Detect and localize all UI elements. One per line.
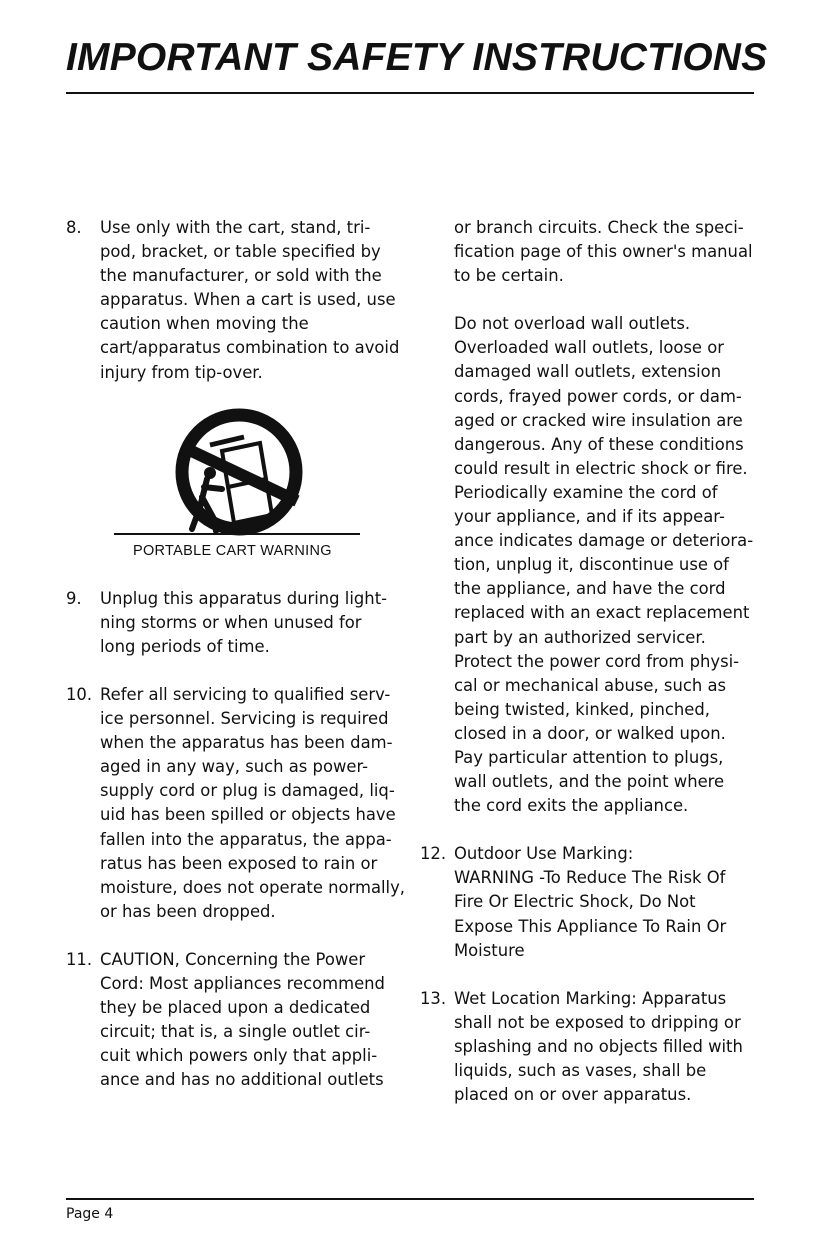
text-line: Periodically examine the cord of [454,482,718,502]
text-line: moisture, does not operate normally, [100,877,406,897]
text-line: the cord exits the appliance. [454,796,689,816]
instruction-item-11 [66,948,411,1093]
text-line: ratus has been exposed to rain or [100,853,378,873]
portable-cart-warning-figure [66,407,411,587]
text-line: could result in electric shock or fire. [454,458,748,478]
text-line: Moisture [454,940,525,960]
header-rule [66,92,754,94]
text-line: Do not overload wall outlets. [454,314,691,334]
item-number: 10. [66,684,93,704]
text-line: Wet Location Marking: Apparatus [454,988,727,1008]
text-line: Unplug this apparatus during light- [100,588,388,608]
text-line: to be certain. [454,266,564,286]
text-line: Cord: Most appliances recommend [100,973,385,993]
text-line: cal or mechanical abuse, such as [454,675,727,695]
text-line: fallen into the apparatus, the appa- [100,829,392,849]
item-number: 9. [66,588,82,608]
instruction-item-11-paragraph [420,312,765,818]
instruction-item-10 [66,683,411,924]
instruction-item-11-continued [420,216,765,288]
item-number: 8. [66,218,82,237]
text-line: wall outlets, and the point where [454,772,725,792]
text-line: replaced with an exact replacement [454,603,750,623]
text-line: uid has been spilled or objects have [100,805,396,825]
text-line: ning storms or when unused for [100,612,362,632]
text-line: CAUTION, Concerning the Power [100,949,366,969]
text-line: being twisted, kinked, pinched, [454,699,710,719]
right-column [420,216,765,1107]
page-title: IMPORTANT SAFETY INSTRUCTIONS [66,36,768,79]
text-line: Pay particular attention to plugs, [454,747,724,767]
text-line: when the apparatus has been dam- [100,733,393,753]
instruction-item-12 [420,842,765,962]
text-line: Expose This Appliance To Rain Or [454,916,727,936]
text-line: ance indicates damage or deteriora- [454,531,754,551]
text-line: part by an authorized servicer. [454,627,706,647]
text-line: pod, bracket, or table specified by [100,242,381,262]
text-line: cords, frayed power cords, or dam- [454,386,742,406]
figure-caption: PORTABLE CART WARNING [133,542,332,559]
text-line: WARNING -To Reduce The Risk Of [454,868,726,888]
item-number: 11. [66,949,93,969]
text-line: long periods of time. [100,636,270,656]
page-number: Page 4 [66,1206,114,1222]
text-line: injury from tip-over. [100,362,263,382]
text-line: cart/apparatus combination to avoid [100,338,400,358]
instruction-item-8 [66,216,411,385]
text-line: Overloaded wall outlets, loose or [454,338,724,358]
text-line: tion, unplug it, discontinue use of [454,555,729,575]
text-line: Fire Or Electric Shock, Do Not [454,892,696,912]
text-line: ice personnel. Servicing is required [100,709,389,729]
item-number: 12. [420,844,447,864]
text-line: shall not be exposed to dripping or [454,1012,741,1032]
text-line: Protect the power cord from physi- [454,651,740,671]
text-line: Refer all servicing to qualified serv- [100,684,391,704]
text-line: aged or cracked wire insulation are [454,410,743,430]
text-line: or branch circuits. Check the speci- [454,218,744,237]
instruction-item-9 [66,587,411,659]
text-line: your appliance, and if its appear- [454,507,725,527]
text-line: or has been dropped. [100,901,276,921]
no-tipping-cart-icon [114,407,364,537]
text-line: the appliance, and have the cord [454,579,726,599]
text-line: apparatus. When a cart is used, use [100,290,396,310]
text-line: the manufacturer, or sold with the [100,266,382,286]
text-line: dangerous. Any of these conditions [454,434,744,454]
text-line: Outdoor Use Marking: [454,844,634,864]
text-line: placed on or over apparatus. [454,1085,692,1105]
text-line: they be placed upon a dedicated [100,998,371,1018]
text-line: circuit; that is, a single outlet cir- [100,1022,371,1042]
item-number: 13. [420,988,447,1008]
text-line: damaged wall outlets, extension [454,362,722,382]
text-line: fication page of this owner's manual [454,242,753,262]
text-line: aged in any way, such as power- [100,757,369,777]
footer-rule [66,1198,754,1200]
text-line: cuit which powers only that appli- [100,1046,378,1066]
text-line: closed in a door, or walked upon. [454,723,726,743]
text-line: Use only with the cart, stand, tri- [100,218,371,237]
left-column [66,216,411,1092]
text-line: liquids, such as vases, shall be [454,1061,707,1080]
text-line: ance and has no additional outlets [100,1070,384,1090]
text-line: splashing and no objects filled with [454,1036,743,1056]
instruction-item-13 [420,987,765,1107]
text-line: supply cord or plug is damaged, liq- [100,781,395,801]
text-line: caution when moving the [100,314,309,334]
